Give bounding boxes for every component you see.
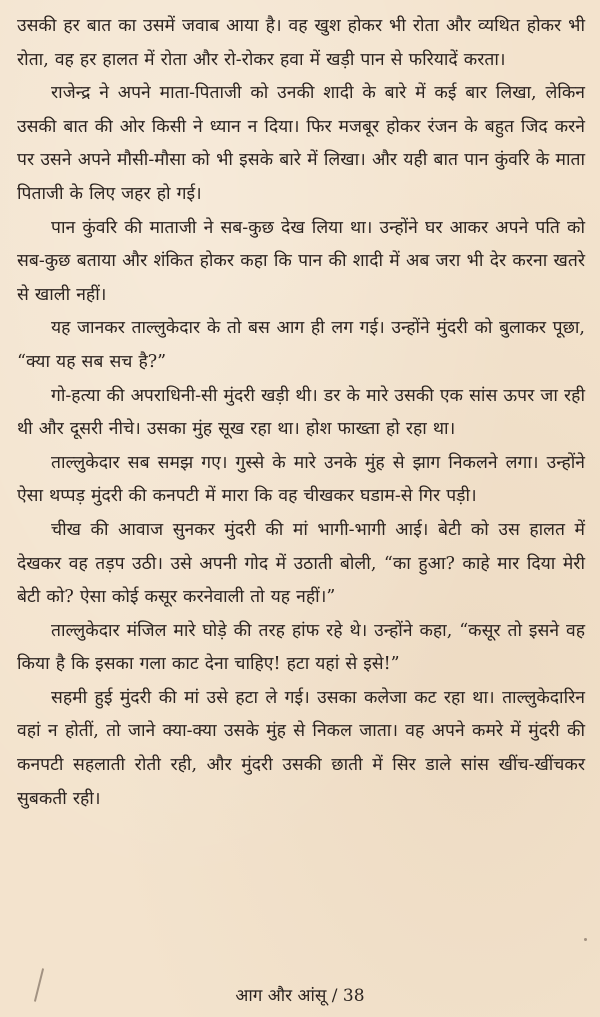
- paragraph: ताल्लुकेदार मंजिल मारे घोड़े की तरह हांफ रहे थे। उन्होंने कहा, “कसूर तो इसने वह किया है कि इसका गला काट देना चाहिए! हटा यहां से इसे!”: [17, 620, 585, 675]
- paragraph: राजेन्द्र ने अपने माता-पिताजी को उनकी शादी के बारे में कई बार लिखा, लेकिन उसकी बात की ओर किसी ने ध्यान न दिया। फिर मजबूर होकर रंजन के बहुत जिद करने पर उसने अपने मौसी-मौसा को भी इसके बारे में लिखा। और यही बात पान कुंवरि के माता पिताजी के लिए जहर हो गई।: [17, 83, 585, 204]
- paragraph: उसकी हर बात का उसमें जवाब आया है। वह खुश होकर भी रोता और व्यथित होकर भी रोता, वह हर हालत में रोता और रो-रोकर हवा में खड़ी पान से फरियादें करता।: [17, 16, 585, 70]
- paragraph: चीख की आवाज सुनकर मुंदरी की मां भागी-भागी आई। बेटी को उस हालत में देखकर वह तड़प उठी। उसे अपनी गोद में उठाती बोली, “का हुआ? काहे मार दिया मेरी बेटी को? ऐसा कोई कसूर करनेवाली तो यह नहीं।”: [17, 519, 585, 608]
- body-text: [17, 10, 585, 816]
- paragraph: ताल्लुकेदार सब समझ गए। गुस्से के मारे उनके मुंह से झाग निकलने लगा। उन्होंने ऐसा थप्पड़ मुंदरी की कनपटी में मारा कि वह चीखकर घडाम-से गिर पड़ी।: [17, 452, 585, 507]
- paragraph: गो-हत्या की अपराधिनी-सी मुंदरी खड़ी थी। डर के मारे उसकी एक सांस ऊपर जा रही थी और दूसरी नीचे। उसका मुंह सूख रहा था। होश फाख्ता हो रहा था।: [17, 385, 585, 440]
- ink-speck: [584, 938, 587, 941]
- paragraph: यह जानकर ताल्लुकेदार के तो बस आग ही लग गई। उन्होंने मुंदरी को बुलाकर पूछा, “क्या यह सब सच है?”: [17, 318, 585, 372]
- paragraph: पान कुंवरि की माताजी ने सब-कुछ देख लिया था। उन्होंने घर आकर अपने पति को सब-कुछ बताया और शंकित होकर कहा कि पान की शादी में अब जरा भी देर करना खतरे से खाली नहीं।: [17, 217, 585, 305]
- page-footer: आग और आंसू / 38: [235, 986, 365, 1006]
- paragraph: सहमी हुई मुंदरी की मां उसे हटा ले गई। उसका कलेजा कट रहा था। ताल्लुकेदारिन वहां न होतीं, तो जाने क्या-क्या उसके मुंह से निकल जाता। वह अपने कमरे में मुंदरी की कनपटी सहलाती रोती रही, और मुंदरी उसकी छाती में सिर डाले सांस खींच-खींचकर सुबकती रही।: [17, 687, 585, 809]
